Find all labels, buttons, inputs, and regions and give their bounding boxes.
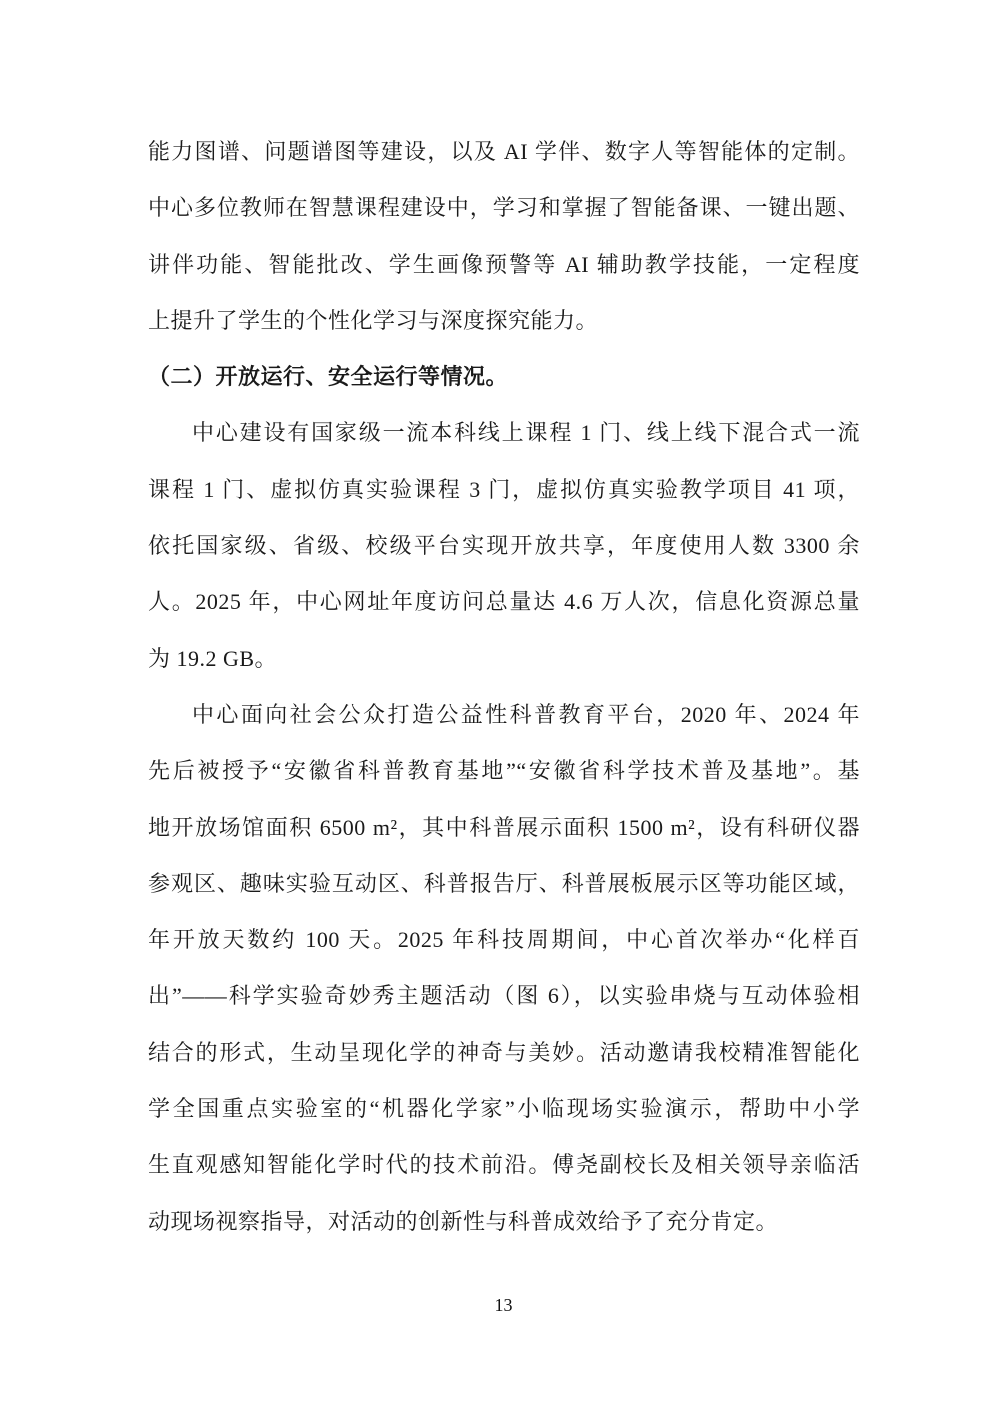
text-line: 为 19.2 GB。 (148, 645, 278, 671)
text-line: 地开放场馆面积 6500 m²，其中科普展示面积 1500 m²，设有科研仪器 (148, 814, 860, 840)
text-line: 人。2025 年，中心网址年度访问总量达 4.6 万人次，信息化资源总量 (148, 589, 860, 615)
text-line: 讲伴功能、智能批改、学生画像预警等 AI 辅助教学技能，一定程度 (148, 251, 860, 277)
text-line: 参观区、趣味实验互动区、科普报告厅、科普展板展示区等功能区域， (148, 870, 860, 896)
text-line: 动现场视察指导，对活动的创新性与科普成效给予了充分肯定。 (148, 1208, 779, 1234)
text-line: 结合的形式，生动呈现化学的神奇与美妙。活动邀请我校精准智能化 (148, 1039, 860, 1065)
text-line: 依托国家级、省级、校级平台实现开放共享，年度使用人数 3300 余 (148, 533, 860, 559)
text-line: 学全国重点实验室的“机器化学家”小临现场实验演示，帮助中小学 (148, 1096, 860, 1122)
paragraph (148, 405, 860, 686)
text-line: 课程 1 门、虚拟仿真实验课程 3 门，虚拟仿真实验教学项目 41 项， (148, 476, 860, 502)
paragraph (148, 124, 860, 349)
text-line: 中心建设有国家级一流本科线上课程 1 门、线上线下混合式一流 (192, 420, 860, 446)
page-number: 13 (494, 1295, 513, 1315)
text-line: 先后被授予“安徽省科普教育基地”“安徽省科学技术普及基地”。基 (148, 758, 860, 784)
text-line: 年开放天数约 100 天。2025 年科技周期间，中心首次举办“化样百 (148, 927, 860, 953)
section-heading: （二）开放运行、安全运行等情况。 (148, 364, 509, 390)
text-line: 中心面向社会公众打造公益性科普教育平台，2020 年、2024 年 (192, 701, 860, 727)
text-block (148, 124, 860, 1250)
text-line: 能力图谱、问题谱图等建设，以及 AI 学伴、数字人等智能体的定制。 (148, 139, 860, 164)
paragraph (148, 349, 860, 405)
paragraph (148, 687, 860, 1250)
text-line: 出”——科学实验奇妙秀主题活动（图 6），以实验串烧与互动体验相 (148, 983, 860, 1009)
text-line: 上提升了学生的个性化学习与深度探究能力。 (148, 307, 599, 333)
text-line: 生直观感知智能化学时代的技术前沿。傅尧副校长及相关领导亲临活 (148, 1152, 860, 1178)
text-line: 中心多位教师在智慧课程建设中，学习和掌握了智能备课、一键出题、 (148, 195, 860, 221)
